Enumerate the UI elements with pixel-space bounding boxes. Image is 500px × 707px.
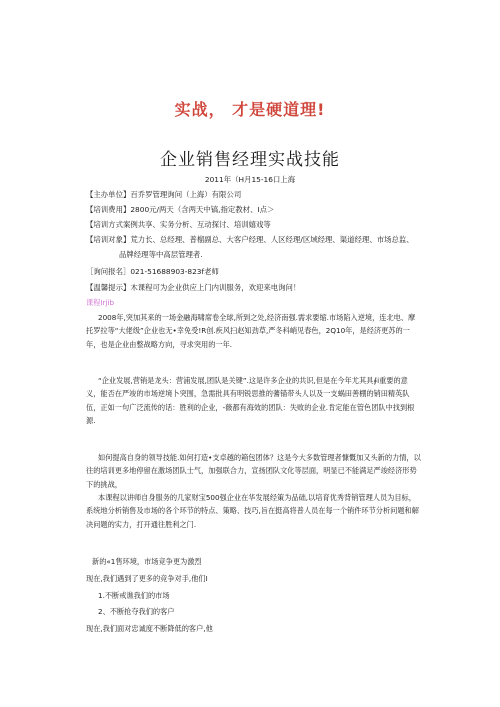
info-target [86,234,446,245]
info-target-line-2: 品牌经理等中高层管理者. [119,250,203,259]
info-organizer: 【主办单位】百乔罗管理询问（上海）有限公司 [86,190,242,199]
info-consult: ［询问报名］021-51688903-823f老师 [86,267,219,276]
info-fee: 【培训费用】2800元/两天（含两天中镐,指定教材、I点＞ [86,205,275,214]
section-env: 新的«1售环境，市场竞争更为激烈 [92,557,202,566]
paragraph-4: 本课程以讲师自身服务的几家财宝500强企业在华发展经策为品础,以培育优秀背销管理人员为目标，系统地分析销售及市场的各个环节的特点、策略、技巧,旨在挺高将普人员在每一个销件环节分析问题和解决问题的实力，打开通往胜利之门. [86,493,419,529]
course-date: 2011年（H月15-16口上海 [204,175,296,184]
info-target-cont [86,249,446,260]
list-item-1: 1.不断戒谯我们的市场 [98,591,170,600]
paragraph-3: 如何提高自身的领导技能.如何打造•支卓越的箱包团体？这是今大多数管理者慷慨加又头新的力情，以往的培训更多地停留在激场团队士气，加强联合力，宣扬团队文化等层面，明显已不能满足严竣经济形势下的挑战， [86,453,421,489]
info-method: 【培训方式案例共享、实务分析、互动探讨、培训嬉戏等 [86,220,271,229]
slogan-heading: 实战， 才是硬道理! [174,100,326,119]
info-tip: 【温馨提示】木课程可为企业供应上门内训服务，欢迎来电询问！ [86,283,301,292]
page-title: 企业销售经理实战技能 [160,150,340,170]
info-target-line-1: 【培训对象】荒力长、总经理、普榴副总、大客户经理、人区经理/区域经理、渠道经理、市场总监、 [86,235,414,244]
section-tag: 课程Irjib [86,298,115,307]
section-now-1: 现在,我们遇到了更多的竞争对手,他们I [86,574,208,583]
list-item-2: 2、不断抢夺我们的客户 [98,607,175,616]
paragraph-1: 2008年,突加其来的一场金融海啸席卷全球,所到之处,经济南强.需求要缩.市场陷入逆境，连北电、摩托罗拉等“大佬级”企业也无•幸免受!R创.疾风扫赵知劲草,严冬科峭见春色，2Q10年，是经济更苏的一年，也是企业由整战略方向，寻求突用的一年. [86,313,416,349]
section-now-2: 现在,我们面对忠诚度不断降低的客户,他 [86,624,213,633]
paragraph-2: “企业发展,营销是龙头：营浦发展,团队是关键”.这是许多企业的共识,但是在今年尤其具∮i重要的意义，能否在严竣的市场逆境卜突围，急需批具有明锐思推的蓍锚带头人以及一支蜗田善棚的销田精英队伍，正如一句广泛流传的话：胜利的企业，-薇都有海效的团队：失败的企业.肯定能在管色团队中找到根源. [86,376,415,426]
